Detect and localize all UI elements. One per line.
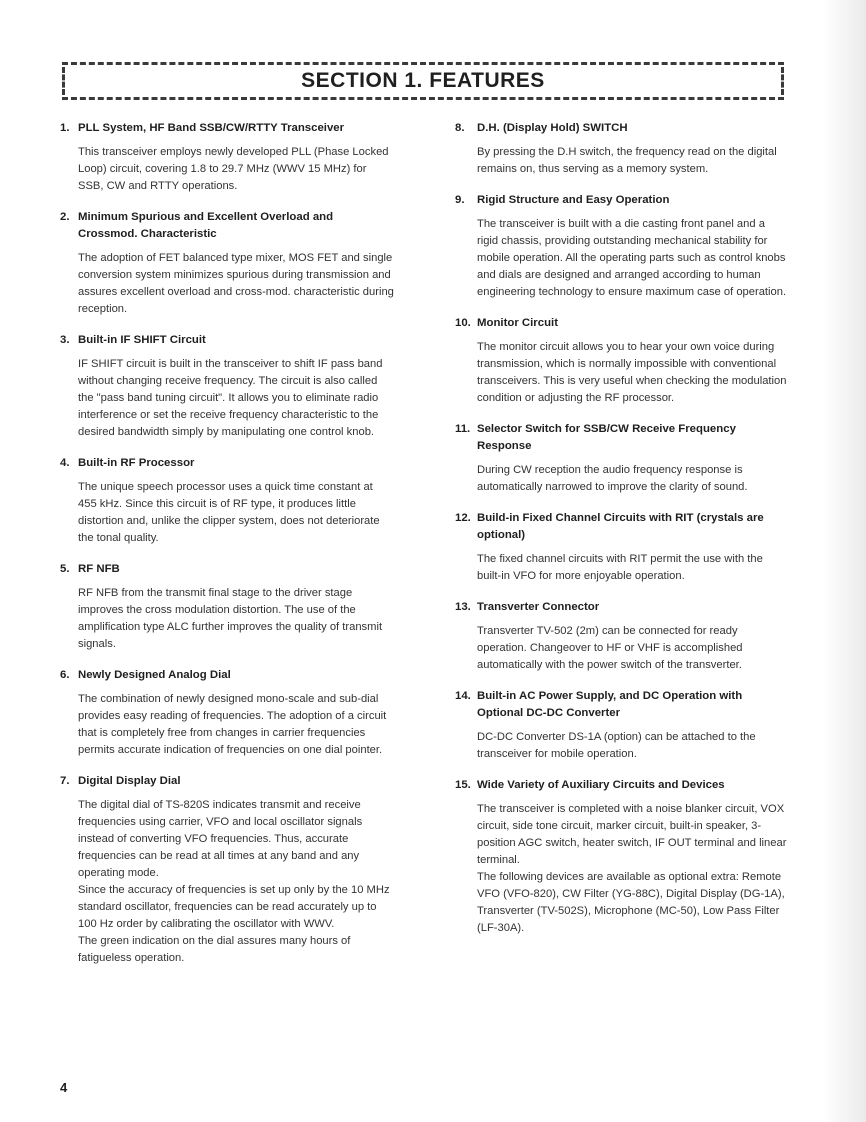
feature-title: Transverter Connector: [477, 601, 600, 613]
feature-paragraph: During CW reception the audio frequency response is automatically narrowed to improve the clarity of sound.: [477, 464, 748, 493]
feature-title: D.H. (Display Hold) SWITCH: [477, 122, 628, 134]
feature-description: [477, 729, 789, 763]
feature-title: Digital Display Dial: [78, 775, 181, 787]
feature-item: [60, 209, 394, 318]
feature-title: Rigid Structure and Easy Operation: [477, 194, 670, 206]
feature-item: [60, 455, 394, 547]
feature-item: [60, 667, 394, 759]
feature-description: [78, 479, 394, 547]
feature-description: [477, 623, 789, 674]
feature-title: Built-in RF Processor: [78, 457, 195, 469]
feature-heading: [60, 455, 394, 472]
feature-paragraph: The unique speech processor uses a quick time constant at 455 kHz. Since this circuit is of RF type, it produces little distortion and, unlike the clipper system, does not deteriorate the tonal quality.: [78, 481, 380, 544]
feature-number: 5.: [60, 563, 70, 575]
feature-heading: [60, 209, 394, 243]
feature-heading: [455, 120, 789, 137]
feature-number: 10.: [455, 317, 471, 329]
feature-number: 13.: [455, 601, 471, 613]
feature-item: [455, 777, 789, 937]
feature-number: 1.: [60, 122, 70, 134]
feature-item: [455, 315, 789, 407]
feature-paragraph: The adoption of FET balanced type mixer, MOS FET and single conversion system minimizes spurious during transmission and assures excellent overload and cross-mod. characteristic during reception.: [78, 252, 394, 315]
feature-title: RF NFB: [78, 563, 120, 575]
feature-item: [455, 510, 789, 585]
feature-title: Minimum Spurious and Excellent Overload and Crossmod. Characteristic: [78, 211, 334, 240]
feature-title: Wide Variety of Auxiliary Circuits and Devices: [477, 779, 725, 791]
feature-paragraph: The transceiver is built with a die casting front panel and a rigid chassis, providing outstanding mechanical stability for mobile operation. All the operating parts such as control knobs and dials are designed and arranged according to human engineering technology to ensure maximum case of operation.: [477, 218, 787, 298]
feature-title: Build-in Fixed Channel Circuits with RIT (crystals are optional): [477, 512, 764, 541]
feature-paragraph: Transverter TV-502 (2m) can be connected for ready operation. Changeover to HF or VHF is accomplished automatically with the power switch of the transverter.: [477, 625, 743, 671]
feature-heading: [455, 688, 789, 722]
feature-title: Built-in IF SHIFT Circuit: [78, 334, 206, 346]
feature-number: 15.: [455, 779, 471, 791]
feature-number: 9.: [455, 194, 465, 206]
feature-title: Built-in AC Power Supply, and DC Operation with Optional DC-DC Converter: [477, 690, 743, 719]
feature-number: 12.: [455, 512, 471, 524]
feature-paragraph: IF SHIFT circuit is built in the transceiver to shift IF pass band without changing receive frequency. The circuit is also called the "pass band tuning circuit". It allows you to eliminate radio interference or set the receive frequency characteristic to the desired bandwidth simply by manipulating one control knob.: [78, 358, 383, 438]
feature-item: [60, 773, 394, 967]
feature-number: 8.: [455, 122, 465, 134]
feature-title: Newly Designed Analog Dial: [78, 669, 231, 681]
feature-paragraph: The fixed channel circuits with RIT permit the use with the built-in VFO for more enjoyable operation.: [477, 553, 763, 582]
left-column: [60, 120, 394, 981]
feature-heading: [455, 421, 789, 455]
feature-description: [477, 216, 789, 301]
page-number: 4: [60, 1080, 68, 1095]
feature-description: [477, 339, 789, 407]
feature-item: [60, 120, 394, 195]
feature-paragraph: The monitor circuit allows you to hear your own voice during transmission, which is normally impossible with conventional transceivers. This is very useful when checking the modulation condition or adjusting the RF processor.: [477, 341, 787, 404]
feature-number: 3.: [60, 334, 70, 346]
feature-paragraph: This transceiver employs newly developed PLL (Phase Locked Loop) circuit, covering 1.8 to 29.7 MHz (WWV 15 MHz) for SSB, CW and RTTY operations.: [78, 146, 389, 192]
section-title: SECTION 1. FEATURES: [301, 69, 545, 92]
feature-description: [477, 144, 789, 178]
feature-heading: [455, 315, 789, 332]
feature-item: [60, 332, 394, 441]
feature-paragraph: DC-DC Converter DS-1A (option) can be attached to the transceiver for mobile operation.: [477, 731, 756, 760]
page-edge-shadow: [822, 0, 866, 1122]
feature-description: [78, 691, 394, 759]
feature-description: [477, 551, 789, 585]
feature-paragraph: RF NFB from the transmit final stage to the driver stage improves the cross modulation distortion. The use of the amplification type ALC further improves the quality of transmit signals.: [78, 587, 383, 650]
feature-paragraph: The transceiver is completed with a noise blanker circuit, VOX circuit, side tone circuit, marker circuit, built-in speaker, 3-position AGC switch, heater switch, IF OUT terminal and linear terminal.: [477, 803, 787, 866]
feature-paragraph: The digital dial of TS-820S indicates transmit and receive frequencies using carrier, VFO and local oscillator signals instead of converting VFO frequencies. Thus, accurate frequencies can be read at all times at any band and any operating mode.: [78, 799, 363, 879]
feature-item: [455, 192, 789, 301]
feature-number: 4.: [60, 457, 70, 469]
feature-heading: [60, 120, 394, 137]
feature-heading: [60, 667, 394, 684]
feature-heading: [60, 773, 394, 790]
feature-item: [60, 561, 394, 653]
feature-paragraph: The combination of newly designed mono-scale and sub-dial provides easy reading of frequencies. The adoption of a circuit that is completely free from changes in carrier frequencies permits accurate indication of frequencies on one dial pointer.: [78, 693, 387, 756]
feature-number: 11.: [455, 423, 471, 435]
feature-item: [455, 120, 789, 178]
right-column: [455, 120, 789, 951]
feature-title: Selector Switch for SSB/CW Receive Frequency Response: [477, 423, 736, 452]
feature-title: Monitor Circuit: [477, 317, 558, 329]
feature-description: [78, 250, 394, 318]
feature-number: 14.: [455, 690, 471, 702]
feature-number: 2.: [60, 211, 70, 223]
feature-heading: [455, 510, 789, 544]
feature-title: PLL System, HF Band SSB/CW/RTTY Transceiver: [78, 122, 345, 134]
feature-heading: [455, 192, 789, 209]
feature-paragraph: The green indication on the dial assures many hours of fatigueless operation.: [78, 935, 351, 964]
feature-description: [477, 462, 789, 496]
feature-number: 6.: [60, 669, 70, 681]
feature-item: [455, 599, 789, 674]
section-title-banner: [62, 62, 784, 100]
feature-paragraph: By pressing the D.H switch, the frequency read on the digital remains on, thus serving as a memory system.: [477, 146, 777, 175]
feature-item: [455, 688, 789, 763]
feature-item: [455, 421, 789, 496]
feature-description: [78, 797, 394, 967]
feature-description: [78, 144, 394, 195]
feature-paragraph: The following devices are available as optional extra: Remote VFO (VFO-820), CW Filter (YG-88C), Digital Display (DG-1A), Transverter (TV-502S), Microphone (MC-50), Low Pass Filter (LF-30A).: [477, 871, 785, 934]
feature-heading: [60, 332, 394, 349]
feature-heading: [60, 561, 394, 578]
feature-heading: [455, 599, 789, 616]
feature-paragraph: Since the accuracy of frequencies is set up only by the 10 MHz standard oscillator, frequencies can be read accurately up to 100 Hz order by calibrating the oscillator with WWV.: [78, 884, 390, 930]
feature-description: [477, 801, 789, 937]
feature-number: 7.: [60, 775, 70, 787]
feature-heading: [455, 777, 789, 794]
feature-description: [78, 356, 394, 441]
feature-description: [78, 585, 394, 653]
